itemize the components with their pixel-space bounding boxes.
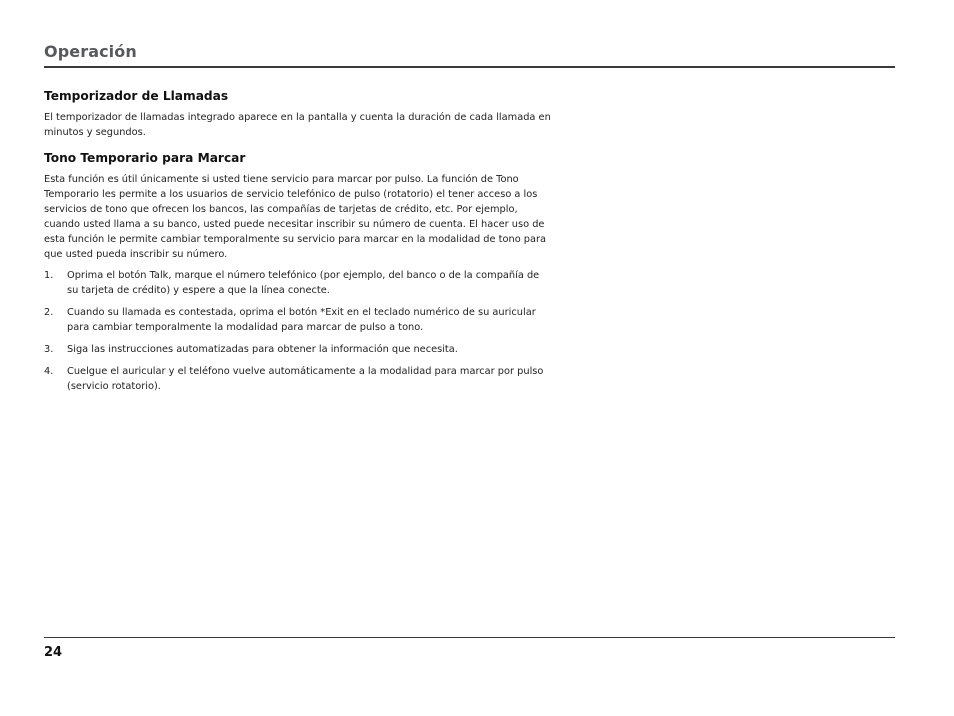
step-number: 2. bbox=[44, 307, 54, 318]
page-number: 24 bbox=[44, 645, 63, 660]
section-body-temporary-tone: Esta función es útil únicamente si usted tiene servicio para marcar por pulso. La función de Tono Temporario les permite a los usuarios de servicio telefónico de pulso (rotatorio) el tener acceso a los servicios de tono que ofrecen los bancos, las compañías de tarjetas de crédito, etc. Por ejemplo, cuando usted llama a su banco, usted puede necesitar inscribir su número de cuenta. El hacer uso de esta función le permite cambiar temporalmente su servicio para marcar en la modalidad de tono para que usted pueda inscribir su número. bbox=[44, 174, 547, 260]
page-title: Operación bbox=[44, 42, 137, 61]
step-number: 1. bbox=[44, 270, 54, 281]
section-heading-temporary-tone: Tono Temporario para Marcar bbox=[44, 151, 246, 165]
step-number: 3. bbox=[44, 344, 54, 355]
step-text: Cuelgue el auricular y el teléfono vuelve automáticamente a la modalidad para marcar por pulso (servicio rotatorio). bbox=[67, 366, 544, 392]
section-heading-call-timer: Temporizador de Llamadas bbox=[44, 89, 229, 103]
step-text: Siga las instrucciones automatizadas para obtener la información que necesita. bbox=[67, 344, 458, 355]
steps-list bbox=[44, 268, 552, 394]
footer-divider bbox=[44, 637, 895, 638]
list-item bbox=[44, 342, 552, 357]
main-content bbox=[44, 88, 552, 401]
step-text: Oprima el botón Talk, marque el número telefónico (por ejemplo, del banco o de la compañía de su tarjeta de crédito) y espere a que la línea conecte. bbox=[67, 270, 540, 296]
step-text: Cuando su llamada es contestada, oprima el botón *Exit en el teclado numérico de su auricular para cambiar temporalmente la modalidad para marcar de pulso a tono. bbox=[67, 307, 536, 333]
step-number: 4. bbox=[44, 366, 54, 377]
section-body-call-timer: El temporizador de llamadas integrado aparece en la pantalla y cuenta la duración de cada llamada en minutos y segundos. bbox=[44, 112, 551, 138]
list-item bbox=[44, 305, 552, 335]
header-divider bbox=[44, 66, 895, 68]
list-item bbox=[44, 268, 552, 298]
list-item bbox=[44, 364, 552, 394]
